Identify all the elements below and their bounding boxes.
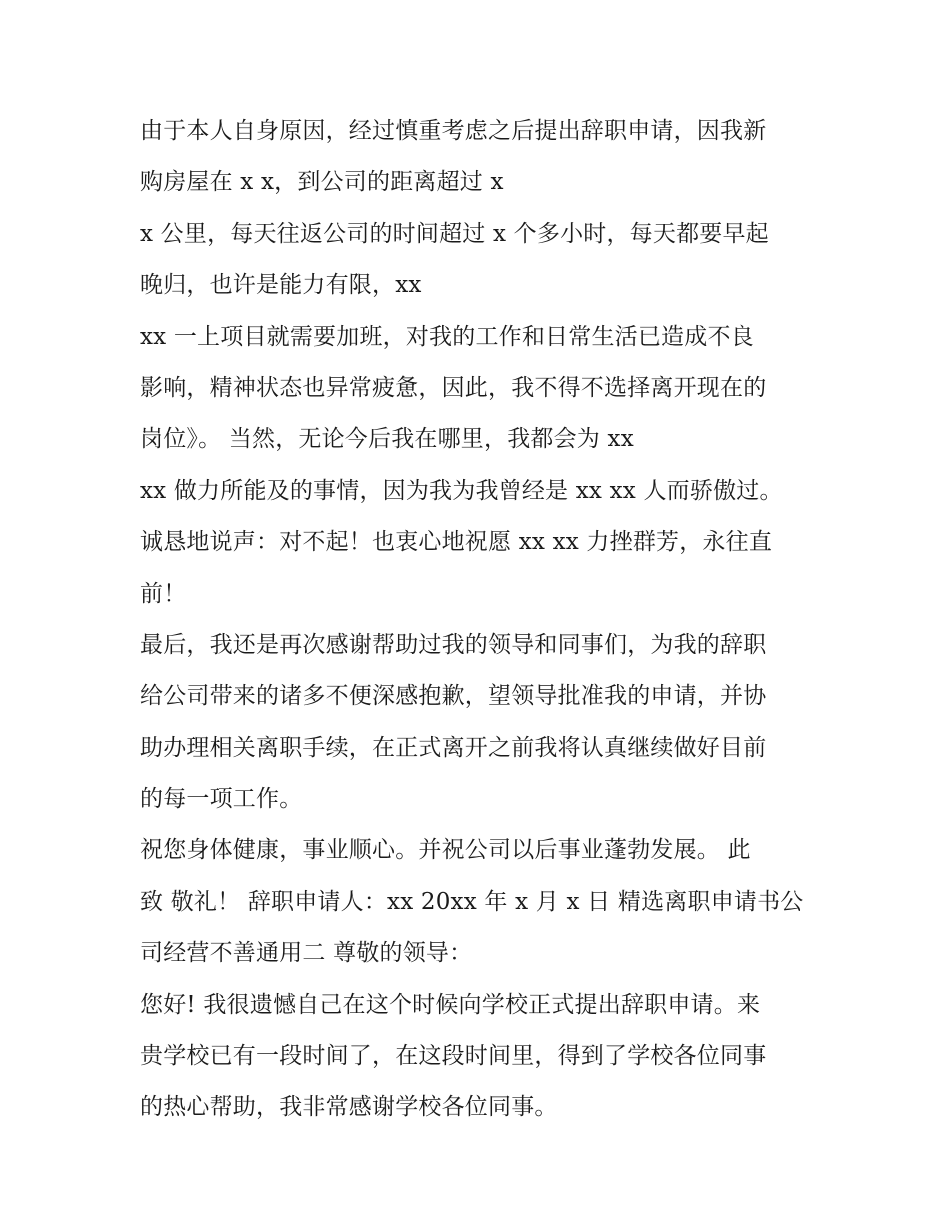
text-line: 司经营不善通用二 尊敬的领导： xyxy=(140,940,473,967)
text-line: 诚恳地说声：对不起！也衷心地祝愿 xx xx 力挫群芳，永往直 xyxy=(140,529,773,556)
text-line: 由于本人自身原因，经过慎重考虑之后提出辞职申请，因我新 xyxy=(140,118,767,144)
text-line: 给公司带来的诸多不便深感抱歉，望领导批准我的申请，并协 xyxy=(140,683,767,710)
text-line: xx 一上项目就需要加班，对我的工作和日常生活已造成不良 xyxy=(140,323,754,350)
text-line: 岗位》。 当然，无论今后我在哪里，我都会为 xx xyxy=(140,426,634,453)
text-line: 最后，我还是再次感谢帮助过我的领导和同事们，为我的辞职 xyxy=(140,631,767,658)
text-line: 购房屋在 x x，到公司的距离超过 x xyxy=(140,169,504,196)
text-line: x 公里，每天往返公司的时间超过 x 个多小时，每天都要早起 xyxy=(140,220,769,247)
text-line: 贵学校已有一段时间了，在这段时间里，得到了学校各位同事 xyxy=(140,1043,767,1070)
text-line: 您好! 我很遗憾自己在这个时候向学校正式提出辞职申请。来 xyxy=(140,991,761,1018)
text-line: 致 敬礼！ 辞职申请人：xx 20xx 年 x 月 x 日 精选离职申请书公 xyxy=(140,888,804,915)
text-line: 影响，精神状态也异常疲惫，因此，我不得不选择离开现在的 xyxy=(140,374,767,401)
text-line: 的每一项工作。 xyxy=(140,786,303,813)
text-line: 祝您身体健康，事业顺心。并祝公司以后事业蓬勃发展。 此 xyxy=(140,837,751,864)
document-body xyxy=(140,106,820,1134)
text-line: 助办理相关离职手续，在正式离开之前我将认真继续做好目前 xyxy=(140,734,767,761)
text-line: xx 做力所能及的事情，因为我为我曾经是 xx xx 人而骄傲过。 xyxy=(140,477,783,504)
text-line: 前！ xyxy=(140,580,187,607)
text-line: 的热心帮助，我非常感谢学校各位同事。 xyxy=(140,1094,558,1121)
text-line: 晚归，也许是能力有限，xx xyxy=(140,272,422,299)
